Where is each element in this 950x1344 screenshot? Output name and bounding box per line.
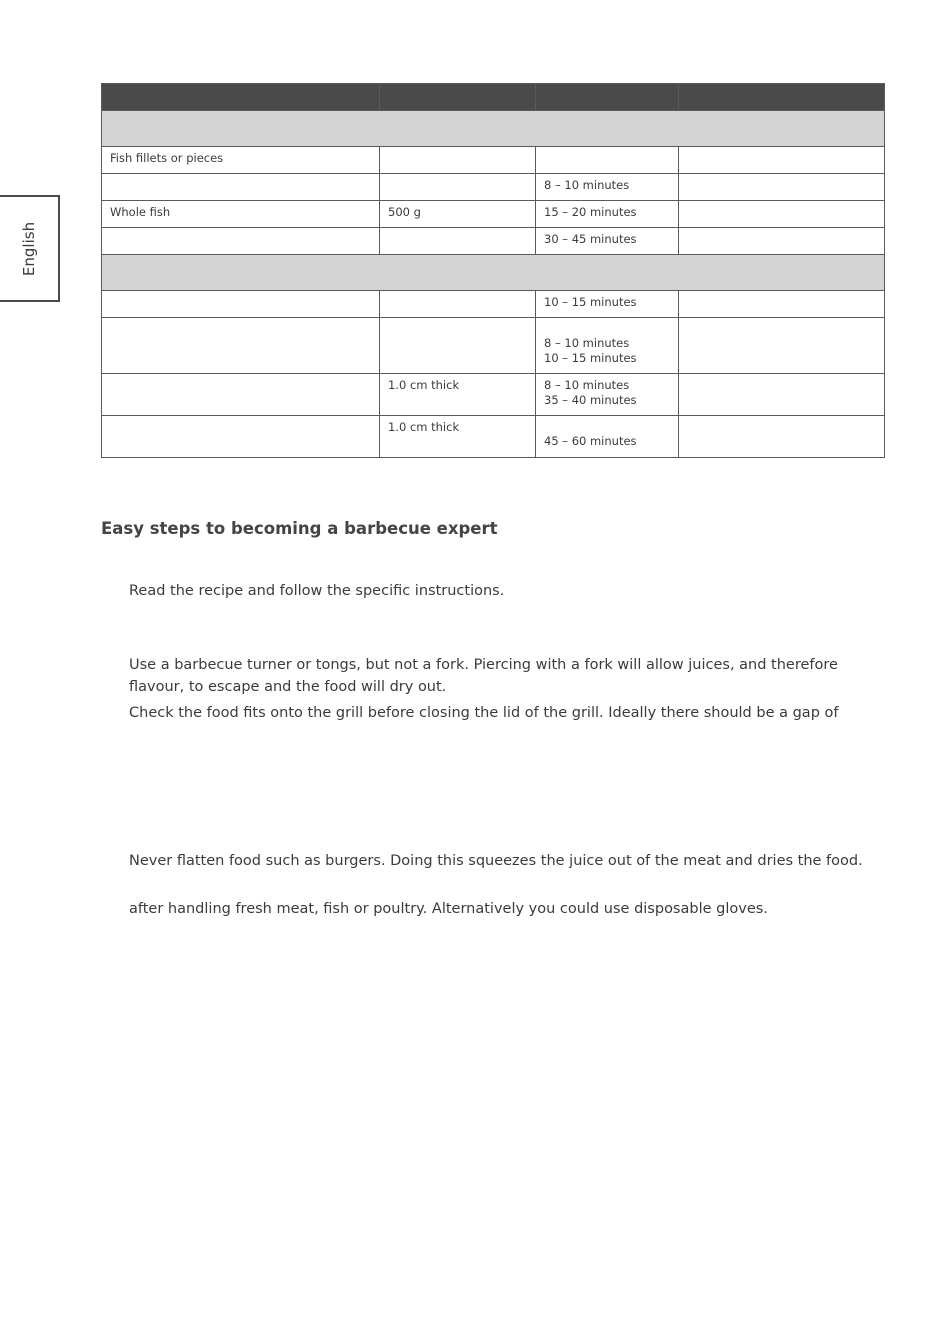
table-cell [536,318,679,374]
table-cell [380,318,536,374]
section-heading: Easy steps to becoming a barbecue expert [101,519,498,538]
table-cell [102,416,380,458]
cooking-times-table [101,83,885,458]
table-cell [679,374,885,416]
table-cell [679,416,885,458]
band-cell [102,255,885,291]
table-cell [380,174,536,201]
table-cell [102,228,380,255]
cell-line: 35 – 40 minutes [544,393,637,407]
table-row [102,147,885,174]
table-row [102,416,885,458]
table-cell [380,147,536,174]
header-cell [102,84,380,111]
paragraph: Read the recipe and follow the specific instructions. [129,583,505,599]
table-row [102,318,885,374]
paragraph: Use a barbecue turner or tongs, but not a fork. Piercing with a fork will allow juices, and therefore flavour, to escape and the food will dry out. [129,657,838,695]
table-cell: 30 – 45 minutes [536,228,679,255]
paragraph: Never flatten food such as burgers. Doing this squeezes the juice out of the meat and dries the food. [129,853,863,869]
table-cell [102,174,380,201]
table-cell: 8 – 10 minutes [536,174,679,201]
table-cell [679,174,885,201]
table-cell [679,228,885,255]
table-header-row [102,84,885,111]
header-cell [536,84,679,111]
table-cell [536,374,679,416]
cell-line: 8 – 10 minutes [544,336,630,350]
table-cell: 10 – 15 minutes [536,291,679,318]
table-cell [679,147,885,174]
band-cell [102,111,885,147]
table-cell [380,228,536,255]
header-cell [679,84,885,111]
table-cell: 15 – 20 minutes [536,201,679,228]
paragraph: Check the food fits onto the grill before closing the lid of the grill. Ideally there should be a gap of [129,705,839,721]
table-cell [102,291,380,318]
table-cell: Whole fish [102,201,380,228]
table-section-band [102,255,885,291]
header-cell [380,84,536,111]
table-cell: 45 – 60 minutes [536,416,679,458]
table-cell: 1.0 cm thick [380,374,536,416]
table-row [102,374,885,416]
table-cell [380,291,536,318]
cell-line: 8 – 10 minutes [544,378,630,392]
table-cell [679,291,885,318]
table-cell: 1.0 cm thick [380,416,536,458]
paragraph: after handling fresh meat, fish or poultry. Alternatively you could use disposable gloves. [129,901,768,917]
table-cell [102,374,380,416]
language-tab-label: English [20,221,38,276]
table-section-band [102,111,885,147]
language-tab[interactable] [0,195,60,302]
table-cell [102,318,380,374]
table-cell: Fish fillets or pieces [102,147,380,174]
table-row [102,174,885,201]
table-cell [679,201,885,228]
table-row [102,201,885,228]
cell-line: 10 – 15 minutes [544,351,637,365]
table-cell [679,318,885,374]
table-cell [536,147,679,174]
table-row [102,228,885,255]
table-row [102,291,885,318]
table-cell: 500 g [380,201,536,228]
